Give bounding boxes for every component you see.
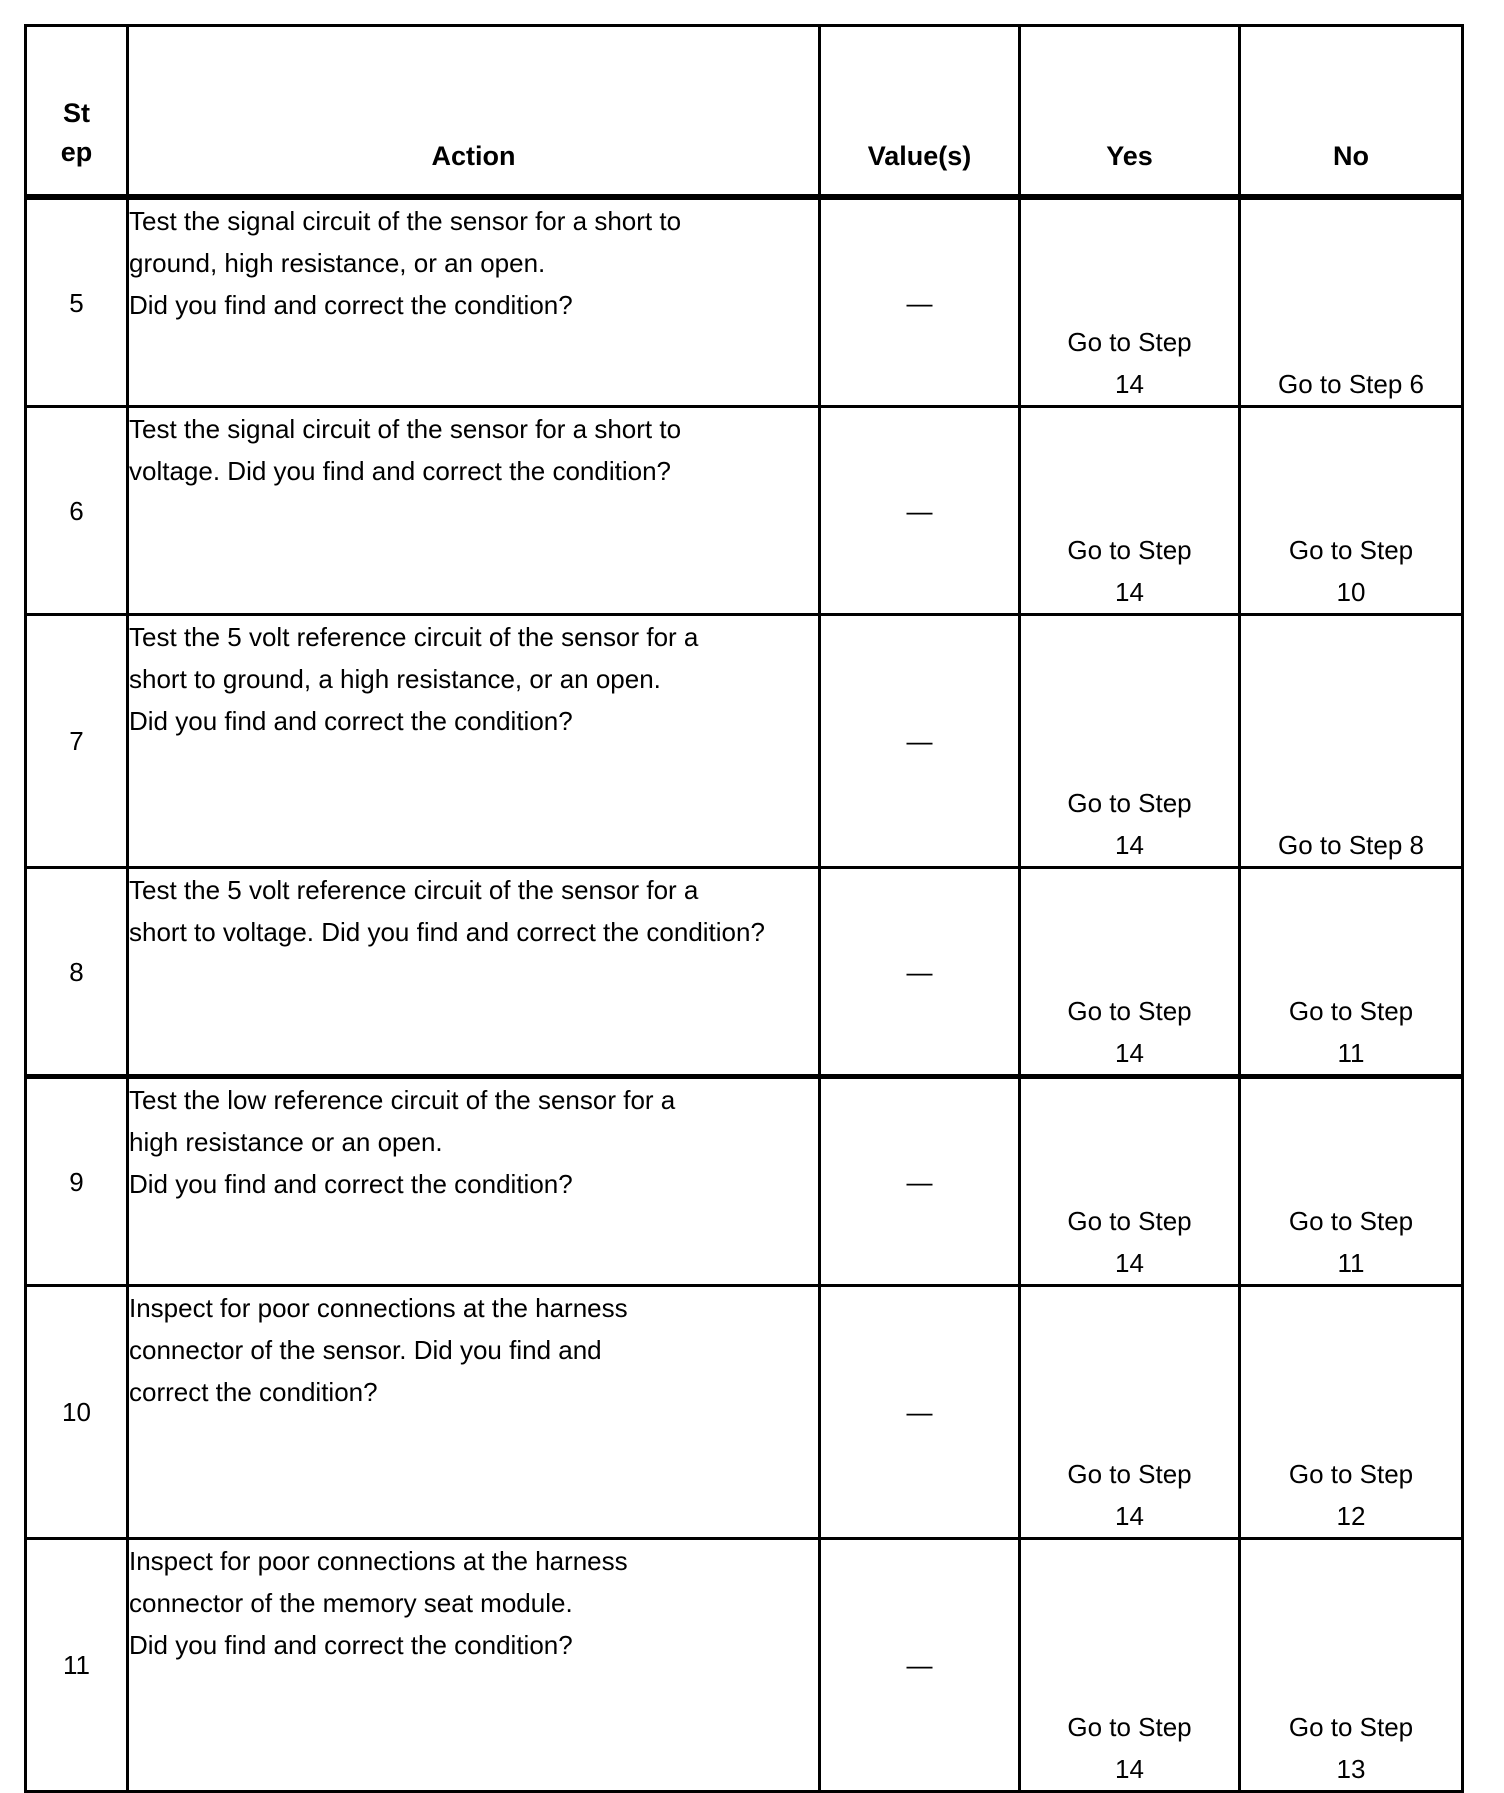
action-line: short to ground, a high resistance, or an open. <box>129 664 661 694</box>
yes-cell <box>1020 1286 1240 1539</box>
yes-line: Go to Step <box>1067 1712 1192 1742</box>
action-cell <box>128 1077 820 1286</box>
no-line: Go to Step 6 <box>1278 369 1424 399</box>
no-cell <box>1240 197 1463 407</box>
header-values: Value(s) <box>820 26 1020 198</box>
yes-line: Go to Step <box>1067 996 1192 1026</box>
yes-cell <box>1020 197 1240 407</box>
yes-line: Go to Step <box>1067 1206 1192 1236</box>
no-cell <box>1240 615 1463 868</box>
value-cell: — <box>820 407 1020 615</box>
no-cell <box>1240 1077 1463 1286</box>
no-line: 11 <box>1337 1248 1365 1278</box>
action-line: Test the 5 volt reference circuit of the sensor for a <box>129 875 699 905</box>
step-number: 10 <box>26 1286 128 1539</box>
header-step-line1: St <box>63 98 90 128</box>
yes-line: 14 <box>1115 1248 1144 1278</box>
action-line: Did you find and correct the condition? <box>129 290 573 320</box>
action-cell <box>128 868 820 1077</box>
step-number: 7 <box>26 615 128 868</box>
table-row <box>26 197 1463 407</box>
action-line: Test the low reference circuit of the sensor for a <box>129 1085 676 1115</box>
action-line: Did you find and correct the condition? <box>129 706 573 736</box>
no-line: 12 <box>1336 1501 1366 1531</box>
action-line: Test the signal circuit of the sensor for a short to <box>129 414 682 444</box>
yes-cell <box>1020 868 1240 1077</box>
action-line: correct the condition? <box>129 1377 378 1407</box>
action-line: connector of the memory seat module. <box>129 1588 573 1618</box>
table-header <box>26 26 1463 198</box>
table-row <box>26 868 1463 1077</box>
no-line: 11 <box>1337 1038 1365 1068</box>
yes-line: Go to Step <box>1067 535 1192 565</box>
no-line: Go to Step <box>1288 1206 1414 1236</box>
yes-line: 14 <box>1115 1038 1144 1068</box>
no-line: Go to Step <box>1288 1459 1414 1489</box>
table-row <box>26 407 1463 615</box>
value-cell: — <box>820 868 1020 1077</box>
yes-line: Go to Step <box>1067 327 1192 357</box>
action-line: Inspect for poor connections at the harness <box>129 1546 628 1576</box>
action-cell <box>128 1539 820 1792</box>
header-step-line2: ep <box>60 137 93 167</box>
value-cell: — <box>820 197 1020 407</box>
action-line: Test the signal circuit of the sensor for a short to <box>129 206 682 236</box>
yes-line: Go to Step <box>1067 788 1192 818</box>
yes-line: 14 <box>1115 1754 1144 1784</box>
action-line: Inspect for poor connections at the harness <box>129 1293 628 1323</box>
table-body <box>26 197 1463 1792</box>
action-line: high resistance or an open. <box>129 1127 443 1157</box>
table-row <box>26 615 1463 868</box>
action-cell <box>128 1286 820 1539</box>
value-cell: — <box>820 615 1020 868</box>
header-no: No <box>1240 26 1463 198</box>
table-row <box>26 1539 1463 1792</box>
no-cell <box>1240 1539 1463 1792</box>
yes-line: 14 <box>1115 577 1144 607</box>
no-line: Go to Step 8 <box>1278 830 1424 860</box>
table-row <box>26 1077 1463 1286</box>
header-step <box>26 26 128 198</box>
step-number: 8 <box>26 868 128 1077</box>
step-number: 9 <box>26 1077 128 1286</box>
step-number: 11 <box>26 1539 128 1792</box>
yes-cell <box>1020 1539 1240 1792</box>
no-line: Go to Step <box>1288 1712 1414 1742</box>
action-cell <box>128 407 820 615</box>
action-cell <box>128 615 820 868</box>
action-line: Did you find and correct the condition? <box>129 1169 573 1199</box>
no-cell <box>1240 868 1463 1077</box>
no-line: Go to Step <box>1288 535 1414 565</box>
action-line: ground, high resistance, or an open. <box>129 248 546 278</box>
no-cell <box>1240 407 1463 615</box>
action-line: connector of the sensor. Did you find and <box>129 1335 602 1365</box>
action-line: Test the 5 volt reference circuit of the sensor for a <box>129 622 699 652</box>
step-number: 5 <box>26 197 128 407</box>
no-line: 13 <box>1336 1754 1366 1784</box>
value-cell: — <box>820 1077 1020 1286</box>
yes-line: 14 <box>1115 369 1144 399</box>
yes-line: 14 <box>1115 830 1144 860</box>
action-line: voltage. Did you find and correct the condition? <box>129 456 672 486</box>
table-row <box>26 1286 1463 1539</box>
yes-cell <box>1020 1077 1240 1286</box>
no-line: Go to Step <box>1288 996 1414 1026</box>
value-cell: — <box>820 1286 1020 1539</box>
step-number: 6 <box>26 407 128 615</box>
value-cell: — <box>820 1539 1020 1792</box>
header-action: Action <box>128 26 820 198</box>
yes-line: Go to Step <box>1067 1459 1192 1489</box>
header-yes: Yes <box>1020 26 1240 198</box>
action-line: short to voltage. Did you find and correct the condition? <box>129 917 765 947</box>
yes-cell <box>1020 407 1240 615</box>
yes-cell <box>1020 615 1240 868</box>
diagnostic-table <box>24 24 1464 1793</box>
header-row <box>26 26 1463 198</box>
yes-line: 14 <box>1115 1501 1144 1531</box>
no-line: 10 <box>1336 577 1366 607</box>
action-line: Did you find and correct the condition? <box>129 1630 573 1660</box>
no-cell <box>1240 1286 1463 1539</box>
action-cell <box>128 197 820 407</box>
